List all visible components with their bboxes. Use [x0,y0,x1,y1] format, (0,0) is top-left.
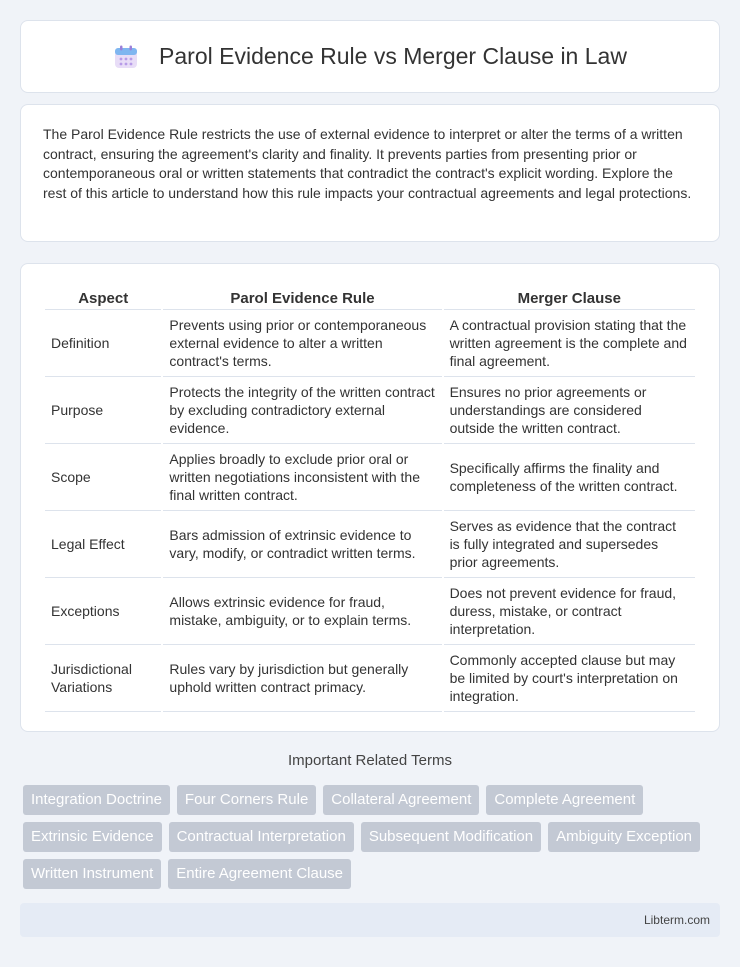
row-aspect: Definition [45,310,161,377]
row-aspect: Jurisdictional Variations [45,645,161,712]
tag-written-instrument[interactable]: Written Instrument [23,859,161,889]
header-card [20,20,720,93]
intro-card [20,104,720,242]
related-terms-list [23,785,723,889]
row-parol-cell: Bars admission of extrinsic evidence to vary, modify, or contradict written terms. [163,511,441,578]
row-merger-cell: Does not prevent evidence for fraud, duress, mistake, or contract interpretation. [444,578,695,645]
row-parol-cell: Applies broadly to exclude prior oral or written negotiations inconsistent with the final written contract. [163,444,441,511]
related-terms-title: Important Related Terms [288,752,452,769]
row-merger-cell: Specifically affirms the finality and completeness of the written contract. [444,444,695,511]
footer-site-link[interactable]: Libterm.com [643,913,710,927]
page-title: Parol Evidence Rule vs Merger Clause in Law [159,43,627,69]
table-row [45,377,695,444]
row-merger-cell: Serves as evidence that the contract is fully integrated and supersedes prior agreements. [444,511,695,578]
row-parol-cell: Prevents using prior or contemporaneous external evidence to alter a written contract's terms. [163,310,441,377]
row-aspect: Exceptions [45,578,161,645]
row-merger-cell: Ensures no prior agreements or understandings are considered outside the written contract. [444,377,695,444]
calendar-icon [113,44,139,70]
table-header-row [45,286,695,310]
table-row [45,578,695,645]
tag-ambiguity-exception[interactable]: Ambiguity Exception [548,822,700,852]
tag-integration-doctrine[interactable]: Integration Doctrine [23,785,170,815]
row-parol-cell: Protects the integrity of the written contract by excluding contradictory external evidence. [163,377,441,444]
comparison-table [43,286,697,712]
row-parol-cell: Rules vary by jurisdiction but generally uphold written contract primacy. [163,645,441,712]
tag-complete-agreement[interactable]: Complete Agreement [486,785,643,815]
comparison-table-card [20,263,720,732]
tag-four-corners-rule[interactable]: Four Corners Rule [177,785,316,815]
row-parol-cell: Allows extrinsic evidence for fraud, mistake, ambiguity, or to explain terms. [163,578,441,645]
tag-contractual-interpretation[interactable]: Contractual Interpretation [169,822,354,852]
row-aspect: Legal Effect [45,511,161,578]
tag-entire-agreement-clause[interactable]: Entire Agreement Clause [168,859,351,889]
table-row [45,645,695,712]
header-parol-evidence-rule: Parol Evidence Rule [163,286,441,310]
row-merger-cell: Commonly accepted clause but may be limited by court's interpretation on integration. [444,645,695,712]
row-merger-cell: A contractual provision stating that the written agreement is the complete and final agreement. [444,310,695,377]
tag-subsequent-modification[interactable]: Subsequent Modification [361,822,541,852]
intro-paragraph: The Parol Evidence Rule restricts the use of external evidence to interpret or alter the terms of a written contract, ensuring the agreement's clarity and finality. It prevents parties from presenting prior or contemporaneous oral or written statements that contradict the contract's explicit wording. Explore the rest of this article to understand how this rule impacts your contractual agreements and legal protections. [43,126,692,201]
table-row [45,310,695,377]
table-row [45,444,695,511]
row-aspect: Purpose [45,377,161,444]
tag-extrinsic-evidence[interactable]: Extrinsic Evidence [23,822,162,852]
footer [20,903,720,937]
row-aspect: Scope [45,444,161,511]
table-row [45,511,695,578]
header-merger-clause: Merger Clause [444,286,695,310]
tag-collateral-agreement[interactable]: Collateral Agreement [323,785,479,815]
header-aspect: Aspect [45,286,161,310]
